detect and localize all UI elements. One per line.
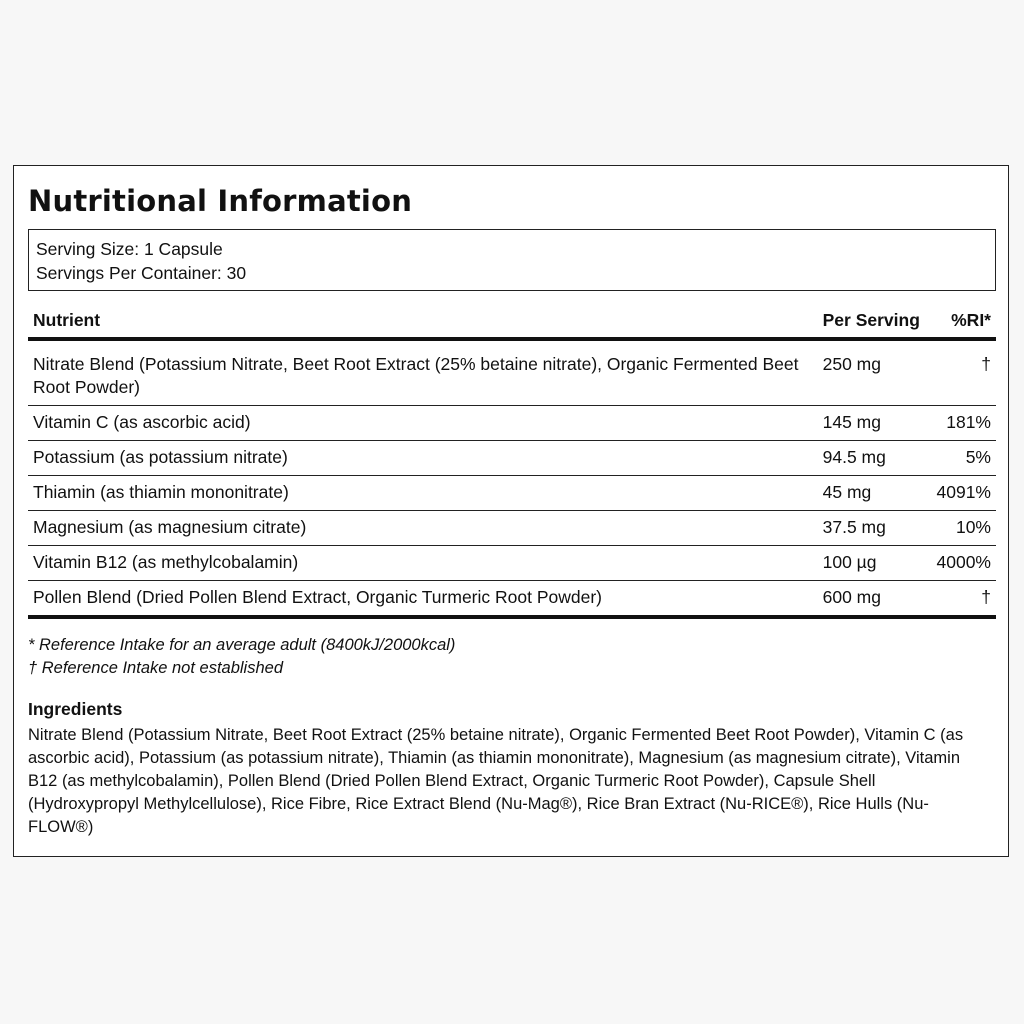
footnotes (28, 634, 996, 680)
footnote-ri-definition: * Reference Intake for an average adult (8400kJ/2000kcal) (28, 636, 456, 654)
nutrient-name: Vitamin B12 (as methylcobalamin) (28, 546, 818, 581)
nutrient-amount: 37.5 mg (818, 511, 932, 546)
serving-info-box (28, 229, 996, 291)
nutrient-amount: 600 mg (818, 581, 932, 618)
serving-size: Serving Size: 1 Capsule (36, 239, 223, 259)
table-row (28, 581, 996, 618)
table-row (28, 441, 996, 476)
nutrient-amount: 100 µg (818, 546, 932, 581)
page-title: Nutritional Information (28, 184, 413, 218)
nutrition-panel (13, 165, 1009, 857)
nutrient-amount: 45 mg (818, 476, 932, 511)
table-row (28, 406, 996, 441)
nutrient-amount: 94.5 mg (818, 441, 932, 476)
header-ri: %RI* (932, 303, 997, 339)
nutrient-amount: 250 mg (818, 339, 932, 406)
servings-per-container: Servings Per Container: 30 (36, 263, 247, 283)
nutrient-name: Thiamin (as thiamin mononitrate) (28, 476, 818, 511)
ingredients-heading: Ingredients (28, 699, 123, 719)
header-nutrient: Nutrient (28, 303, 818, 339)
ingredients-text: Nitrate Blend (Potassium Nitrate, Beet Root Extract (25% betaine nitrate), Organic Fermented Beet Root Powder), Vitamin C (as ascorbic acid), Potassium (as potassium nitrate), Thiamin (as thiamin mononitrate), Magnesium (as magnesium citrate), Vitamin B12 (as methylcobalamin), Pollen Blend (Dried Pollen Blend Extract, Organic Turmeric Root Powder), Capsule Shell (Hydroxypropyl Methylcellulose), Rice Fibre, Rice Extract Blend (Nu-Mag®), Rice Bran Extract (Nu-RICE®), Rice Hulls (Nu-FLOW®) (28, 726, 964, 836)
table-row (28, 511, 996, 546)
table-row (28, 476, 996, 511)
nutrient-name: Potassium (as potassium nitrate) (28, 441, 818, 476)
nutrient-name: Magnesium (as magnesium citrate) (28, 511, 818, 546)
nutrient-ri: † (932, 339, 997, 406)
nutrient-ri: 4000% (932, 546, 997, 581)
table-row (28, 339, 996, 406)
nutrient-ri: † (932, 581, 997, 618)
nutrient-ri: 5% (932, 441, 997, 476)
nutrient-table (28, 303, 996, 619)
nutrient-name: Nitrate Blend (Potassium Nitrate, Beet Root Extract (25% betaine nitrate), Organic Fermented Beet Root Powder) (28, 339, 818, 406)
nutrient-name: Pollen Blend (Dried Pollen Blend Extract, Organic Turmeric Root Powder) (28, 581, 818, 618)
nutrient-ri: 10% (932, 511, 997, 546)
table-row (28, 546, 996, 581)
nutrient-amount: 145 mg (818, 406, 932, 441)
header-per-serving: Per Serving (818, 303, 932, 339)
nutrient-ri: 4091% (932, 476, 997, 511)
nutrient-ri: 181% (932, 406, 997, 441)
nutrient-name: Vitamin C (as ascorbic acid) (28, 406, 818, 441)
table-header-row (28, 303, 996, 339)
footnote-ri-not-established: † Reference Intake not established (28, 659, 284, 677)
